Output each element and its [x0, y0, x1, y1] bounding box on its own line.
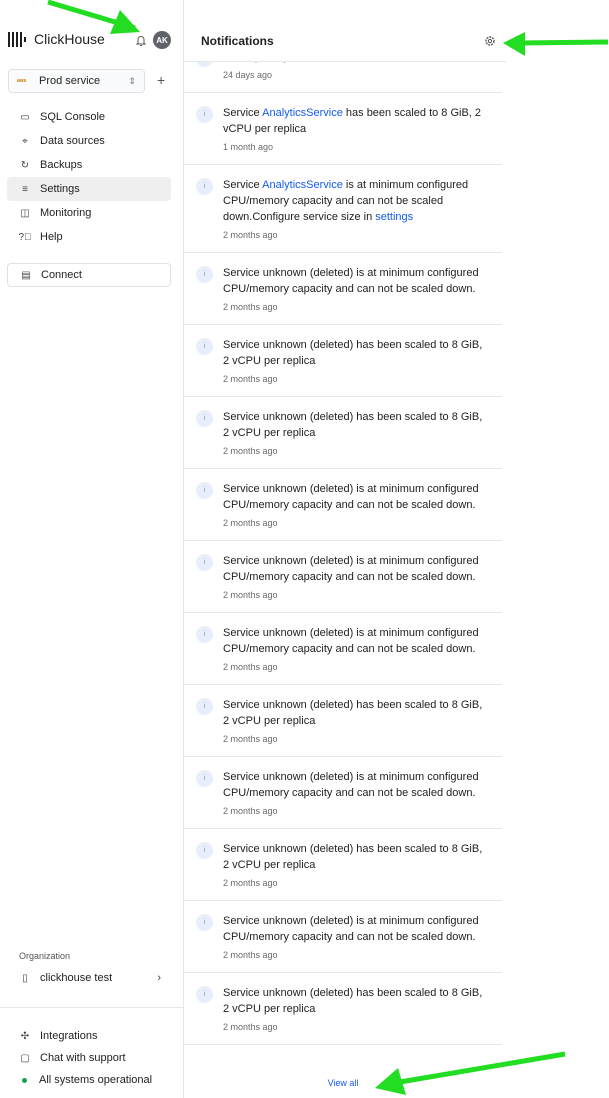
notification-item[interactable]: [184, 901, 502, 973]
chevron-up-down-icon: ⇕: [128, 75, 136, 86]
organization-selector[interactable]: [19, 972, 161, 984]
notification-time: 2 months ago: [223, 302, 278, 312]
info-icon: i: [196, 626, 213, 643]
clickhouse-logo[interactable]: [8, 31, 105, 47]
notification-message: [223, 769, 491, 801]
connect-button[interactable]: [7, 263, 171, 287]
info-icon: i: [196, 914, 213, 931]
notification-message: [223, 841, 491, 873]
message-text: Service unknown (deleted) has been scaled to 8 GiB, 2 vCPU per replica: [223, 699, 483, 727]
service-link[interactable]: AnalyticsService: [262, 179, 343, 191]
notification-item[interactable]: [184, 973, 502, 1045]
sidebar-nav: [7, 105, 171, 249]
organization-label: Organization: [19, 951, 71, 961]
notification-message: [223, 265, 491, 297]
service-link[interactable]: AnalyticsService: [262, 107, 343, 119]
data-sources-icon: ⌖: [22, 135, 28, 147]
info-icon: i: [196, 410, 213, 427]
service-selector[interactable]: [8, 69, 145, 93]
clickhouse-logo-icon: [8, 32, 26, 47]
message-text: Service unknown (deleted) has been scaled to 8 GiB, 2 vCPU per replica: [223, 843, 483, 871]
notifications-header: [184, 20, 506, 62]
notification-time: 2 months ago: [223, 590, 278, 600]
notification-time: 2 months ago: [223, 518, 278, 528]
notification-message: [223, 177, 491, 225]
info-icon: i: [196, 266, 213, 283]
notification-item[interactable]: [184, 253, 502, 325]
sidebar-footer: [19, 1025, 152, 1091]
help-icon: ?⃝: [18, 231, 32, 243]
sidebar-item-label: SQL Console: [40, 111, 106, 123]
notification-item[interactable]: [184, 829, 502, 901]
status-dot-icon: [22, 1078, 27, 1083]
aws-icon: aws: [17, 78, 27, 84]
notification-item[interactable]: [184, 469, 502, 541]
sidebar-item-label: Help: [40, 231, 63, 243]
notification-time: 24 days ago: [223, 70, 273, 80]
notification-time: 2 months ago: [223, 230, 278, 240]
notification-message: [223, 625, 491, 657]
notification-time: 1 month ago: [223, 142, 274, 152]
system-status-link[interactable]: [19, 1069, 152, 1091]
message-text: Service unknown (deleted) is at minimum configured CPU/memory capacity and can not be scaled down.: [223, 555, 479, 583]
integrations-link[interactable]: [19, 1025, 152, 1047]
notification-item[interactable]: [184, 757, 502, 829]
chat-support-link[interactable]: [19, 1047, 152, 1069]
notification-time: 2 months ago: [223, 806, 278, 816]
notifications-list[interactable]: [184, 62, 502, 1075]
info-icon: i: [196, 482, 213, 499]
notification-message: [223, 481, 491, 513]
avatar[interactable]: AK: [153, 31, 171, 49]
notification-time: 2 months ago: [223, 878, 278, 888]
annotation-arrow-gear: [500, 30, 609, 60]
chart-icon: ◫: [20, 207, 30, 219]
message-text: Service unknown (deleted) is at minimum configured CPU/memory capacity and can not be scaled down.: [223, 915, 479, 943]
organization-name: clickhouse test: [40, 972, 113, 984]
notification-message: [223, 913, 491, 945]
sidebar-item-monitoring[interactable]: [7, 201, 171, 225]
connect-icon: ▤: [21, 269, 31, 281]
message-text: Service unknown (deleted) is at minimum configured CPU/memory capacity and can not be scaled down.: [223, 771, 479, 799]
info-icon: i: [196, 986, 213, 1003]
info-icon: i: [196, 106, 213, 123]
message-text: Service unknown (deleted) has been scaled to 8 GiB, 2 vCPU per replica: [223, 411, 483, 439]
notification-item[interactable]: [184, 541, 502, 613]
notification-message: [223, 553, 491, 585]
settings-link[interactable]: settings: [375, 211, 414, 223]
integrations-label: Integrations: [40, 1030, 98, 1042]
message-text: is at minimum configured CPU/memory capacity and can not be scaled down.Configure service size in: [223, 179, 469, 223]
notification-item[interactable]: [184, 613, 502, 685]
sidebar-item-label: Backups: [40, 159, 83, 171]
backup-icon: ↻: [20, 159, 30, 171]
notification-item[interactable]: [184, 685, 502, 757]
info-icon: i: [196, 178, 213, 195]
sidebar-item-help[interactable]: [7, 225, 171, 249]
message-text: Service unknown (deleted) has been scaled to 8 GiB, 2 vCPU per replica: [223, 339, 483, 367]
notification-message: [223, 985, 491, 1017]
notification-item[interactable]: [184, 93, 502, 165]
sidebar-item-label: Monitoring: [40, 207, 92, 219]
system-status-label: All systems operational: [39, 1074, 153, 1086]
puzzle-icon: ✣: [20, 1030, 30, 1042]
notification-time: 2 months ago: [223, 734, 278, 744]
view-all-link[interactable]: View all: [327, 1078, 359, 1088]
message-text: has been scaled to 8 GiB, 2 vCPU per replica: [223, 107, 482, 135]
message-text: Service: [223, 179, 263, 191]
notification-time: 2 months ago: [223, 446, 278, 456]
sidebar-item-data-sources[interactable]: [7, 129, 171, 153]
notification-message: [223, 697, 491, 729]
sidebar-item-sql-console[interactable]: [7, 105, 171, 129]
notifications-title: Notifications: [201, 34, 274, 48]
brand-name: ClickHouse: [34, 31, 105, 47]
sidebar-item-backups[interactable]: [7, 153, 171, 177]
notification-time: 2 months ago: [223, 662, 278, 672]
notification-time: 2 months ago: [223, 1022, 278, 1032]
message-text: Service unknown (deleted) is at minimum configured CPU/memory capacity and can not be scaled down.: [223, 627, 479, 655]
chevron-right-icon: ›: [157, 972, 161, 984]
notification-item[interactable]: [184, 325, 502, 397]
add-service-button[interactable]: +: [157, 72, 166, 88]
gear-icon[interactable]: [484, 35, 496, 47]
sidebar-item-settings[interactable]: [7, 177, 171, 201]
sidebar: [0, 0, 184, 1098]
building-icon: ▯: [22, 972, 28, 984]
notification-message: [223, 337, 491, 369]
divider: [0, 1007, 183, 1008]
info-icon: i: [196, 842, 213, 859]
message-text: Service unknown (deleted) is at minimum configured CPU/memory capacity and can not be scaled down.: [223, 267, 479, 295]
info-icon: i: [196, 770, 213, 787]
info-icon: i: [196, 698, 213, 715]
sliders-icon: ≡: [22, 183, 28, 195]
service-name: Prod service: [39, 75, 101, 87]
connect-label: Connect: [41, 269, 82, 281]
notification-time: 2 months ago: [223, 950, 278, 960]
chat-icon: ▢: [20, 1052, 30, 1064]
message-text: Service: [223, 107, 263, 119]
message-text: Service unknown (deleted) has been scaled to 8 GiB, 2 vCPU per replica: [223, 987, 483, 1015]
info-icon: i: [196, 338, 213, 355]
notification-item[interactable]: [184, 397, 502, 469]
sidebar-item-label: Data sources: [40, 135, 105, 147]
notifications-panel: [184, 20, 506, 1098]
notification-message: [223, 409, 491, 441]
monitor-icon: ▭: [20, 111, 30, 123]
bell-icon[interactable]: [135, 34, 147, 47]
message-text: Service unknown (deleted) is at minimum configured CPU/memory capacity and can not be scaled down.: [223, 483, 479, 511]
info-icon: i: [196, 554, 213, 571]
notification-item[interactable]: [184, 165, 502, 253]
notification-message: [223, 105, 491, 137]
notification-time: 2 months ago: [223, 374, 278, 384]
chat-support-label: Chat with support: [40, 1052, 126, 1064]
sidebar-item-label: Settings: [40, 183, 80, 195]
